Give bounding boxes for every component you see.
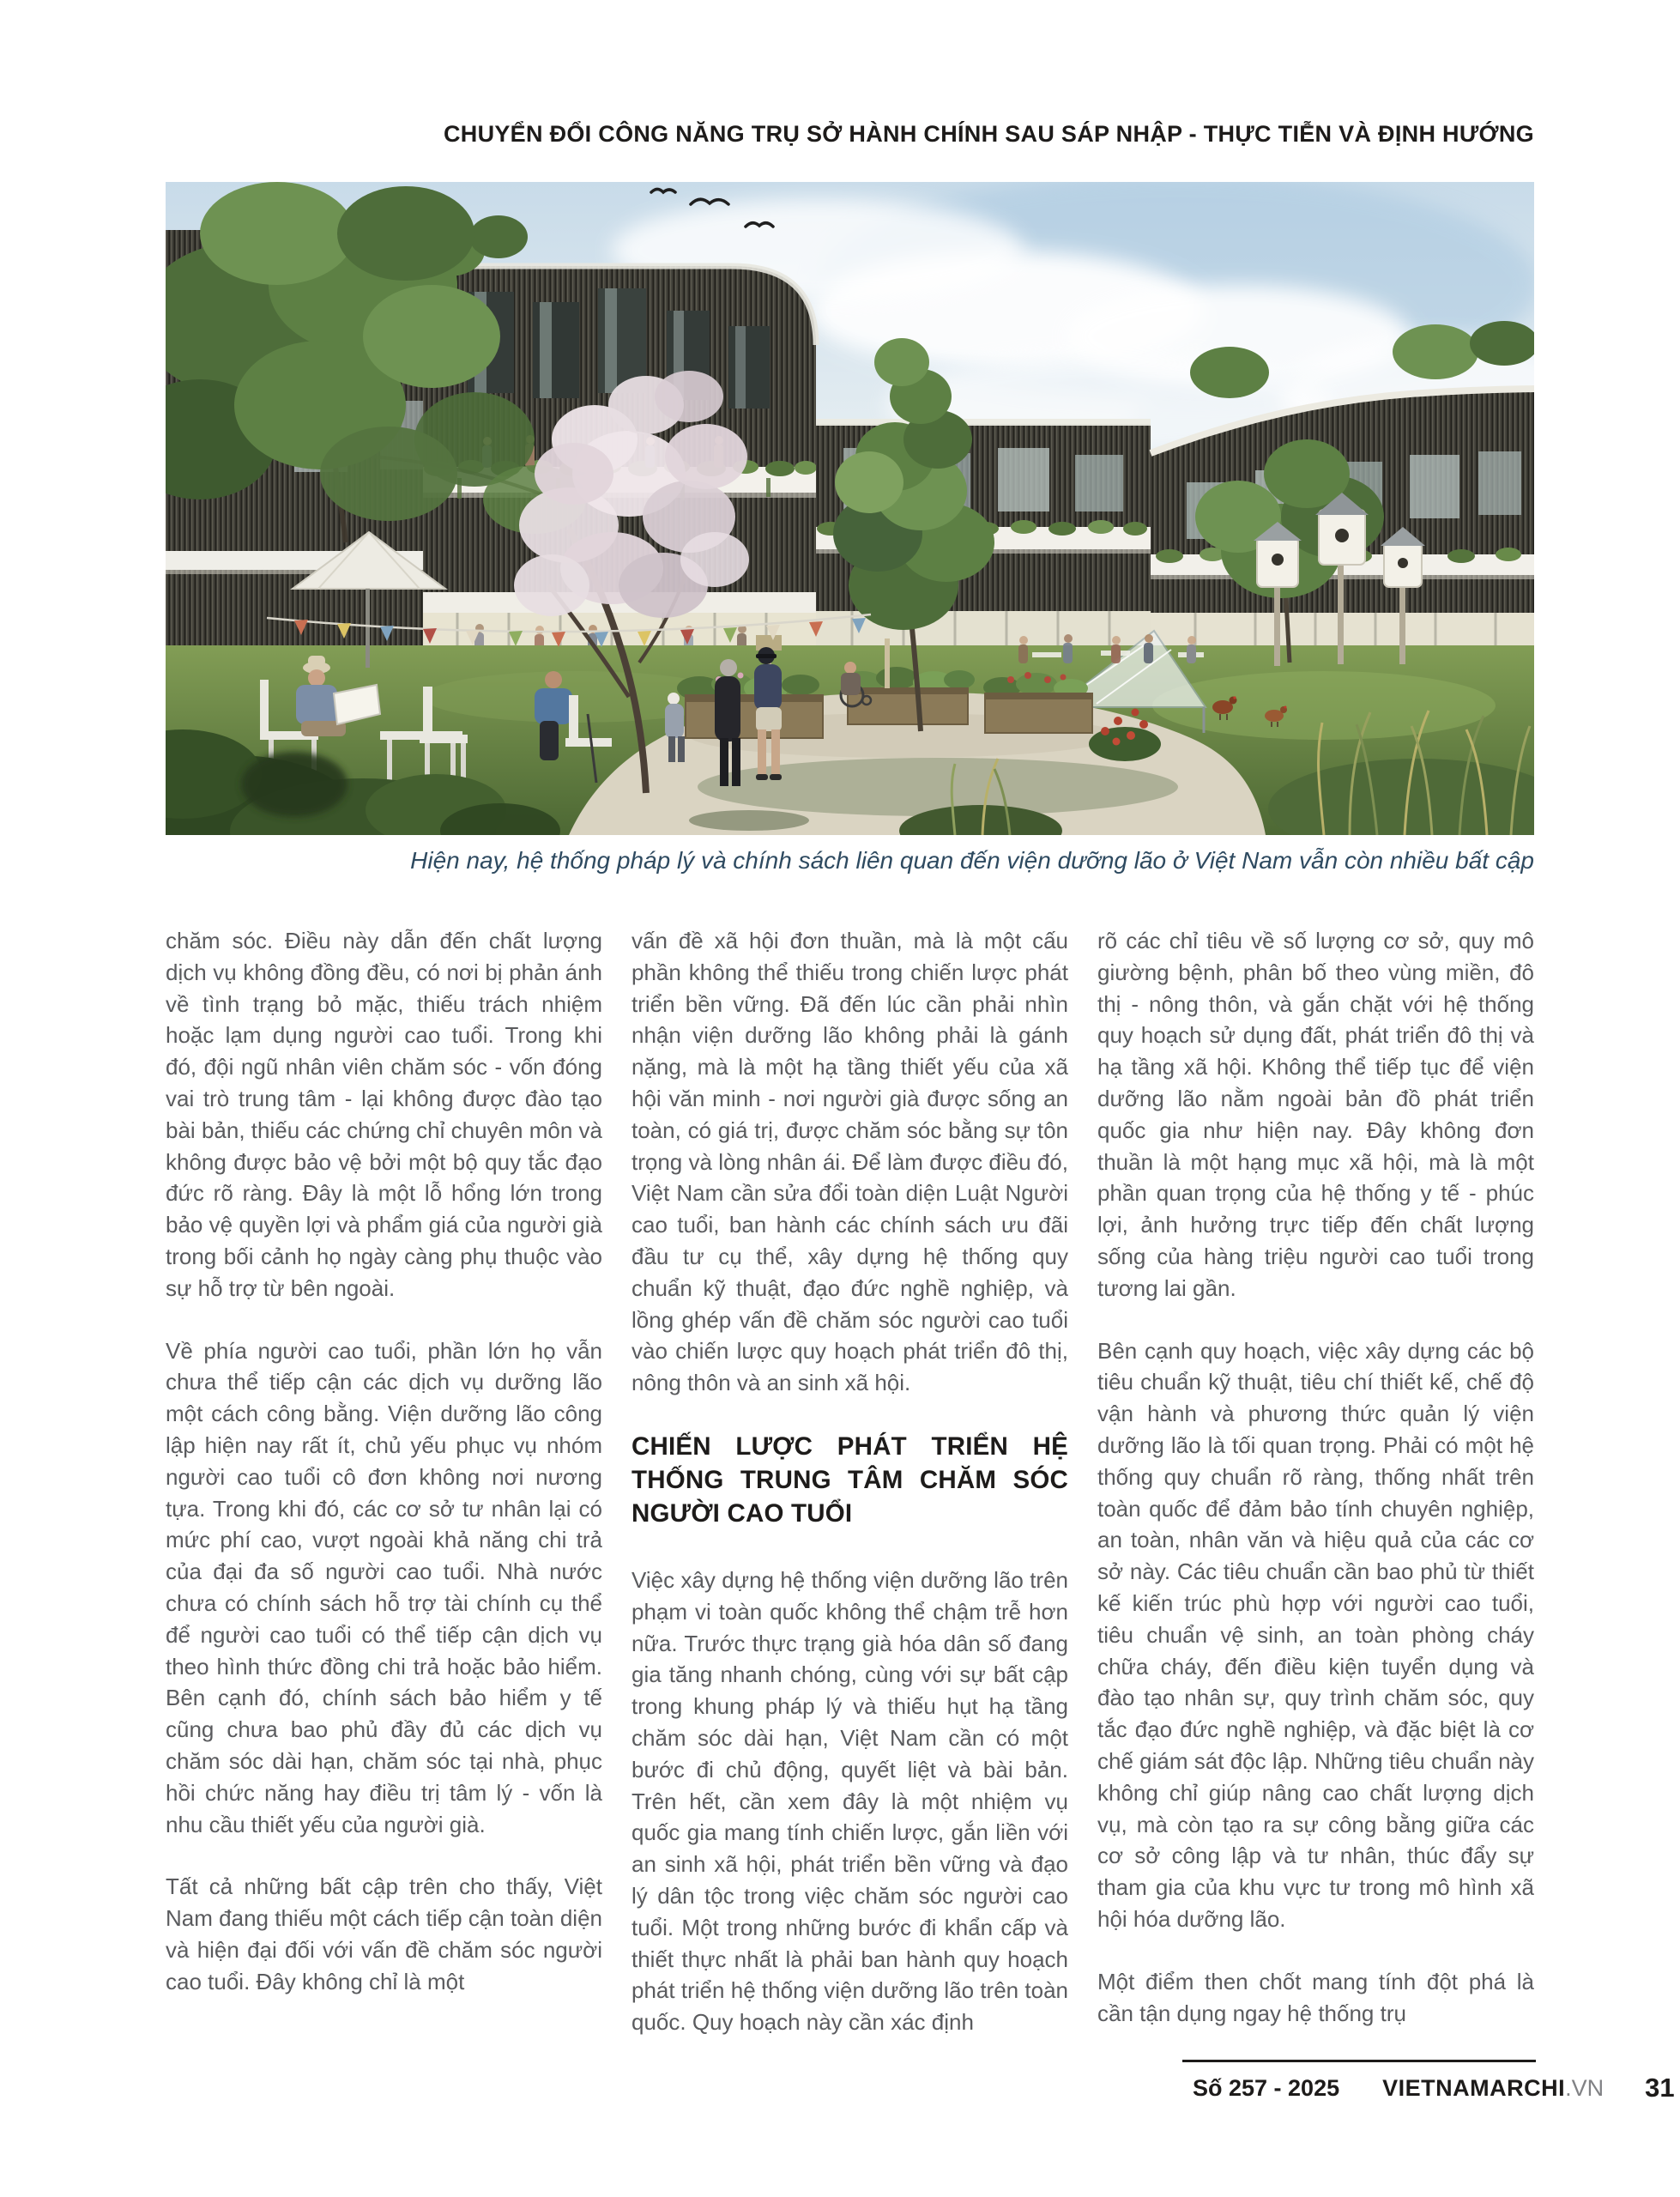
body-paragraph: chăm sóc. Điều này dẫn đến chất lượng dịch vụ không đồng đều, có nơi bị phản ánh về tình trạng bỏ mặc, thiếu trách nhiệm hoặc lạm dụng người cao tuổi. Trong khi đó, đội ngũ nhân viên chăm sóc - vốn đóng vai trò trung tâm - lại không được đào tạo bài bản, thiếu các chứng chỉ chuyên môn và không được bảo vệ bởi một bộ quy tắc đạo đức rõ ràng. Đây là một lỗ hổng lớn trong bảo vệ quyền lợi và phẩm giá của người già trong bối cảnh họ ngày càng phụ thuộc vào sự hỗ trợ từ bên ngoài. [166,928,602,1301]
article-body [166,925,1534,2069]
body-paragraph: Về phía người cao tuổi, phần lớn họ vẫn chưa thể tiếp cận các dịch vụ dưỡng lão một cách công bằng. Viện dưỡng lão công lập hiện nay rất ít, chủ yếu phục vụ nhóm người cao tuổi cô đơn không nơi nương tựa. Trong khi đó, các cơ sở tư nhân lại có mức phí cao, vượt ngoài khả năng chi trả của đại đa số người cao tuổi. Nhà nước chưa có chính sách hỗ trợ tài chính cụ thể để người cao tuổi có thể tiếp cận dịch vụ theo hình thức đồng chi trả hoặc bảo hiểm. Bên cạnh đó, chính sách bảo hiểm y tế cũng chưa bao phủ đầy đủ các dịch vụ chăm sóc dài hạn, chăm sóc tại nhà, phục hồi chức năng hay điều trị tâm lý - vốn là nhu cầu thiết yếu của người già. [166,1337,602,1837]
body-paragraph: Bên cạnh quy hoạch, việc xây dựng các bộ tiêu chuẩn kỹ thuật, tiêu chí thiết kế, chế độ vận hành và phương thức quản lý viện dưỡng lão là tối quan trọng. Phải có một hệ thống quy chuẩn rõ ràng, thống nhất trên toàn quốc để đảm bảo tính chuyên nghiệp, an toàn, nhân văn và hiệu quả của các cơ sở này. Các tiêu chuẩn cần bao phủ từ thiết kế kiến trúc phù hợp với người cao tuổi, tiêu chuẩn vệ sinh, an toàn phòng cháy chữa cháy, đến điều kiện tuyển dụng và đào tạo nhân sự, quy trình chăm sóc, quy tắc đạo đức nghề nghiệp, và đặc biệt là cơ chế giám sát độc lập. Những tiêu chuẩn này không chỉ giúp nâng cao chất lượng dịch vụ, mà còn tạo ra sự công bằng giữa các cơ sở công lập và tư nhân, thúc đẩy sự tham gia của khu vực tư trong mô hình xã hội hóa dưỡng lão. [1097,1337,1534,1932]
page-number: 31 [1645,2073,1675,2103]
text-column-3 [1097,925,1534,2069]
site-suffix: .VN [1565,2074,1604,2101]
body-paragraph: Một điểm then chốt mang tính đột phá là cần tận dụng ngay hệ thống trụ [1097,1968,1534,2026]
running-head: CHUYỂN ĐỔI CÔNG NĂNG TRỤ SỞ HÀNH CHÍNH SAU SÁP NHẬP - THỰC TIỄN VÀ ĐỊNH HƯỚNG [443,121,1534,147]
body-paragraph: Việc xây dựng hệ thống viện dưỡng lão trên phạm vi toàn quốc không thể chậm trễ hơn nữa. Trước thực trạng già hóa dân số đang gia tăng nhanh chóng, cùng với sự bất cập trong khung pháp lý và thiếu hụt hạ tầng chăm sóc dài hạn, Việt Nam cần có một bước đi chủ động, quyết liệt và bài bản. Trên hết, cần xem đây là một nhiệm vụ quốc gia mang tính chiến lược, gắn liền với an sinh xã hội, phát triển bền vững và đạo lý dân tộc trong việc chăm sóc người cao tuổi. Một trong những bước đi khẩn cấp và thiết thực nhất là phải ban hành quy hoạch phát triển hệ thống viện dưỡng lão trên toàn quốc. Quy hoạch này cần xác định [632,1566,1068,2036]
body-paragraph: rõ các chỉ tiêu về số lượng cơ sở, quy mô giường bệnh, phân bố theo vùng miền, đô thị - nông thôn, và gắn chặt với hệ thống quy hoạch sử dụng đất, phát triển đô thị và hạ tầng xã hội. Không thể tiếp tục để viện dưỡng lão nằm ngoài bản đồ phát triển quốc gia như hiện nay. Đây không đơn thuần là một hạng mục xã hội, mà là một phần quan trọng của hệ thống y tế - phúc lợi, ảnh hưởng trực tiếp đến chất lượng sống của hàng triệu người cao tuổi trong tương lai gần. [1097,928,1534,1301]
photo-caption: Hiện nay, hệ thống pháp lý và chính sách liên quan đến viện dưỡng lão ở Việt Nam vẫn còn nhiều bất cập [410,847,1534,874]
site-label [1362,2062,1624,2114]
text-column-1 [166,925,602,2069]
body-paragraph: Tất cả những bất cập trên cho thấy, Việt Nam đang thiếu một cách tiếp cận toàn diện và hiện đại đối với vấn đề chăm sóc người cao tuổi. Đây không chỉ là một [166,1873,602,1994]
section-heading: CHIẾN LƯỢC PHÁT TRIỂN HỆ THỐNG TRUNG TÂM CHĂM SÓC NGƯỜI CAO TUỔI [632,1431,1068,1528]
text-column-2 [632,925,1068,2069]
site-name: VIETNAMARCHI [1382,2074,1566,2101]
page-footer [1182,2060,1675,2114]
courtyard-illustration [166,182,1534,835]
body-paragraph: vấn đề xã hội đơn thuần, mà là một cấu phần không thể thiếu trong chiến lược phát triển bền vững. Đã đến lúc cần phải nhìn nhận viện dưỡng lão không phải là gánh nặng, mà là một hạ tầng thiết yếu của xã hội văn minh - nơi người già được sống an toàn, có giá trị, được chăm sóc bằng sự tôn trọng và lòng nhân ái. Để làm được điều đó, Việt Nam cần sửa đổi toàn diện Luật Người cao tuổi, ban hành các chính sách ưu đãi đầu tư cụ thể, xây dựng hệ thống quy chuẩn kỹ thuật, đạo đức nghề nghiệp, và lồng ghép vấn đề chăm sóc người cao tuổi vào chiến lược quy hoạch phát triển đô thị, nông thôn và an sinh xã hội. [632,928,1068,1396]
courtyard-photo [166,182,1534,835]
issue-label: Số 257 - 2025 [1193,2074,1340,2101]
